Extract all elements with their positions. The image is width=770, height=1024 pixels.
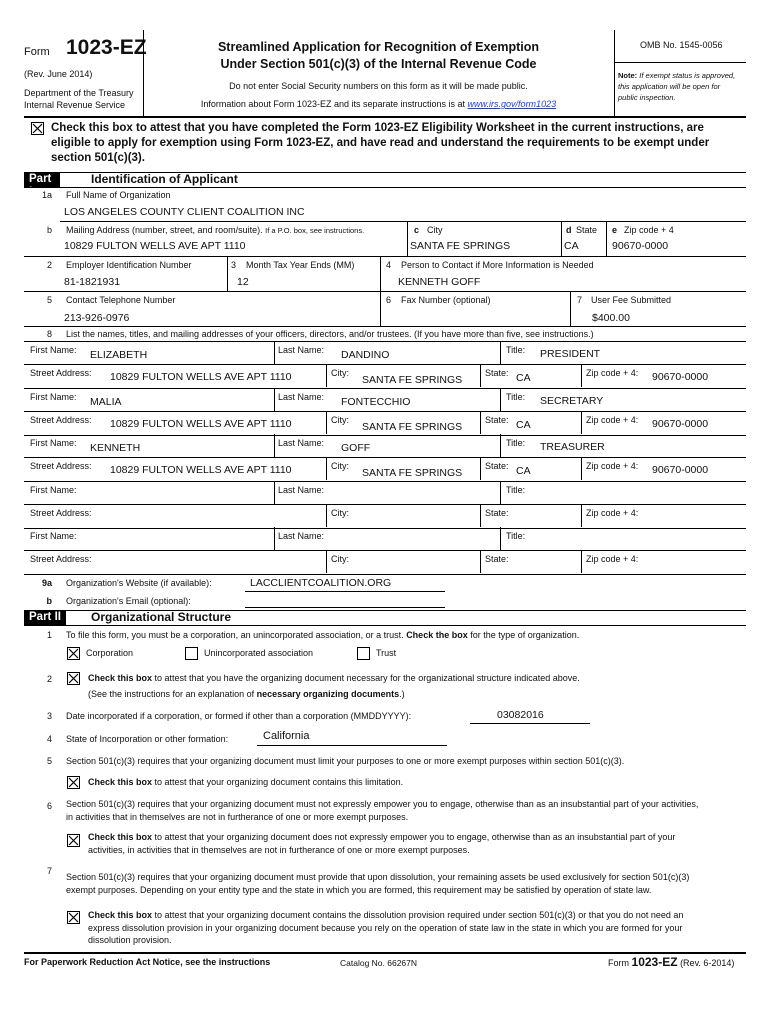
officers-label: List the names, titles, and mailing addresses of your officers, directors, and/or trustees. (If you have more than five, see instructions.) (66, 329, 594, 339)
form-number: 1023-EZ (66, 36, 147, 59)
p2-q7-check (88, 909, 683, 947)
irs-link[interactable]: www.irs.gov/form1023 (467, 99, 557, 109)
note-text-3: public inspection. (618, 93, 676, 102)
part-2-label: Part II (24, 610, 66, 625)
state-label: State (576, 225, 598, 235)
rev-date: (Rev. June 2014) (24, 69, 93, 79)
p2-q3: Date incorporated if a corporation, or formed if other than a corporation (MMDDYYYY): (66, 711, 412, 721)
line-7-num: 7 (577, 295, 583, 305)
street-address-label: Street Address: (30, 414, 92, 425)
zip-field[interactable]: 90670-0000 (612, 240, 669, 252)
state-incorporation-field[interactable]: California (263, 730, 310, 742)
last-name-field[interactable]: DANDINO (341, 349, 390, 361)
p2-line-3-num: 3 (46, 711, 52, 721)
form-title-line1: Streamlined Application for Recognition of Exemption (217, 40, 540, 54)
footer-form-id (608, 955, 734, 969)
catalog-number: Catalog No. 66267N (340, 958, 418, 968)
zip-field[interactable]: 90670-0000 (652, 464, 709, 476)
phone-label: Contact Telephone Number (66, 295, 176, 305)
title-label: Title: (506, 345, 526, 355)
q7-check-line-2: express dissolution provision in your organizing document because you rely on the operation of state law in the state in which you are formed for your (88, 922, 683, 933)
info-line (143, 99, 614, 109)
q7-bold: Check this box (88, 910, 153, 920)
city-label: City: (331, 554, 349, 564)
p2-q5: Section 501(c)(3) requires that your organizing document must limit your purposes to one or more exempt purposes within section 501(c)(3). (66, 756, 625, 766)
zip-letter: e (612, 225, 618, 235)
month-field[interactable]: 12 (237, 276, 249, 288)
state-field[interactable]: CA (516, 465, 531, 477)
zip-label: Zip code + 4 (624, 225, 674, 235)
p2-q6-check (88, 831, 675, 856)
last-name-label: Last Name: (278, 484, 325, 495)
city-field[interactable]: SANTA FE SPRINGS (362, 420, 463, 433)
q6-check-line-2: activities, in activities that in themselves are not in furtherance of one or more exempt purposes. (88, 844, 470, 855)
website-field[interactable]: LACCLIENTCOALITION.ORG (250, 577, 392, 589)
p2-q2 (88, 672, 580, 685)
q6-bold: Check this box (88, 832, 153, 842)
check-x-icon (68, 777, 79, 788)
last-name-label: Last Name: (278, 531, 325, 541)
date-incorporated-field[interactable]: 03082016 (497, 709, 544, 721)
city-label: City (427, 225, 443, 235)
q2-sub-bold: necessary organizing documents (256, 689, 400, 699)
zip-field[interactable]: 90670-0000 (652, 371, 709, 383)
first-name-field[interactable]: MALIA (90, 395, 122, 408)
phone-field[interactable]: 213-926-0976 (64, 312, 130, 324)
q7-check-line-1: to attest that your organizing document contains the dissolution provision required under section 501(c)(3) or that you do not need an (154, 910, 684, 920)
mailing-address-field[interactable]: 10829 FULTON WELLS AVE APT 1110 (64, 240, 246, 252)
street-address-label: Street Address: (30, 461, 92, 471)
zip-label: Zip code + 4: (586, 368, 639, 378)
fee-field[interactable]: $400.00 (592, 312, 630, 324)
contact-label: Person to Contact if More Information is Needed (401, 260, 594, 270)
city-label: City: (331, 368, 349, 378)
ssn-warning: Do not enter Social Security numbers on this form as it will be made public. (229, 81, 528, 91)
p2-line-5-num: 5 (46, 756, 52, 766)
mailing-label-note: If a P.O. box, see instructions. (265, 226, 365, 235)
paperwork-notice: For Paperwork Reduction Act Notice, see the instructions (24, 957, 271, 967)
line-5-num: 5 (46, 295, 52, 305)
city-label: City: (331, 414, 349, 425)
city-label: City: (331, 507, 349, 518)
omb-number: OMB No. 1545-0056 (640, 40, 723, 50)
line-4-num: 4 (386, 260, 392, 270)
last-name-label: Last Name: (278, 345, 325, 355)
fax-label: Fax Number (optional) (401, 295, 491, 305)
trust-checkbox[interactable] (357, 647, 370, 660)
first-name-field[interactable]: KENNETH (90, 442, 141, 454)
q6-check-line-1: to attest that your organizing document does not expressly empower you to engage, otherwise than as an insubstantial part of your (154, 832, 676, 842)
city-field[interactable]: SANTA FE SPRINGS (362, 374, 463, 386)
p2-q1 (66, 629, 579, 642)
q7-line-2: exempt purposes. Depending on your entity type and the state in which you are formed, this requirement may be satisfied by operation of state law. (66, 884, 652, 895)
p2-line-2-num: 2 (46, 674, 52, 684)
org-name-label: Full Name of Organization (66, 190, 171, 200)
q6-line-1: Section 501(c)(3) requires that your organizing document must not expressly empower you to engage, otherwise than as an insubstantial part of your activities, (66, 799, 699, 809)
title-label: Title: (506, 438, 526, 448)
attest-text (51, 121, 709, 166)
zip-label: Zip code + 4: (586, 414, 639, 425)
form-title-line2: Under Section 501(c)(3) of the Internal Revenue Code (220, 57, 537, 71)
first-name-label: First Name: (30, 345, 77, 355)
officer-row (0, 527, 770, 574)
footer-rev: (Rev. 6-2014) (680, 958, 735, 968)
form-word: Form (24, 46, 50, 58)
q1-prefix: To file this form, you must be a corporation, an unincorporated association, or a trust. (66, 630, 404, 640)
ein-field[interactable]: 81-1821931 (64, 276, 121, 288)
mailing-address-label (66, 225, 364, 235)
mailing-label-main: Mailing Address (number, street, and room/suite). (66, 225, 263, 235)
q1-bold: Check the box (406, 630, 468, 640)
title-field[interactable]: SECRETARY (540, 394, 604, 407)
q2-text: to attest that you have the organizing document necessary for the organizational structure indicated above. (154, 673, 580, 683)
officer-row (0, 341, 770, 388)
officer-row (0, 388, 770, 435)
month-label: Month Tax Year Ends (MM) (246, 260, 355, 270)
line-8-num: 8 (46, 329, 52, 339)
state-label: State: (485, 368, 509, 378)
q1-suffix: for the type of organization. (470, 630, 580, 640)
check-x-icon (68, 912, 79, 923)
first-name-label: First Name: (30, 391, 77, 402)
line-6-num: 6 (386, 295, 392, 305)
attest-line-2: eligible to apply for exemption using Form 1023-EZ, and have read and understand the requirements to be exempt under (51, 137, 710, 149)
city-field[interactable]: SANTA FE SPRINGS (362, 467, 463, 479)
street-address-label: Street Address: (30, 368, 92, 378)
note-text-1: If exempt status is approved, (639, 71, 736, 80)
street-address-field[interactable]: 10829 FULTON WELLS AVE APT 1110 (110, 464, 292, 476)
organizing-document-checkbox[interactable] (67, 672, 80, 685)
part-1-title: Identification of Applicant (91, 172, 238, 186)
p2-line-7-num: 7 (46, 866, 52, 876)
email-label: Organization's Email (optional): (66, 596, 191, 606)
q2-sub-prefix: (See the instructions for an explanation of (88, 689, 255, 699)
part-1-label: Part I (24, 172, 60, 187)
p2-q5-check (88, 776, 403, 789)
p2-q4: State of Incorporation or other formation: (66, 734, 229, 744)
title-field[interactable]: PRESIDENT (540, 348, 601, 360)
first-name-field[interactable]: ELIZABETH (90, 349, 148, 361)
zip-label: Zip code + 4: (586, 507, 639, 518)
attest-line-3: section 501(c)(3). (51, 152, 145, 164)
agency: Internal Revenue Service (24, 100, 126, 110)
officer-row (0, 481, 770, 528)
city-field[interactable]: SANTA FE SPRINGS (410, 240, 511, 252)
q5-bold: Check this box (88, 777, 153, 787)
q7-check-line-3: dissolution provision. (88, 935, 172, 945)
state-field[interactable]: CA (564, 240, 579, 252)
q7-line-1: Section 501(c)(3) requires that your organizing document must provide that upon dissolution, your remaining assets be used exclusively for section 501(c)(3) (66, 872, 690, 882)
street-address-field[interactable]: 10829 FULTON WELLS AVE APT 1110 (110, 371, 292, 383)
state-label: State: (485, 554, 509, 564)
title-field[interactable]: TREASURER (540, 441, 605, 453)
state-field[interactable]: CA (516, 418, 531, 431)
title-label: Title: (506, 391, 526, 402)
state-field[interactable]: CA (516, 372, 531, 384)
dissolution-checkbox[interactable] (67, 911, 80, 924)
department: Department of the Treasury (24, 88, 134, 98)
ein-label: Employer Identification Number (66, 260, 192, 270)
p2-q6 (66, 798, 698, 823)
footer-form-number: 1023-EZ (631, 955, 678, 969)
q5-check-text: to attest that your organizing document contains this limitation. (154, 777, 404, 787)
check-x-icon (68, 648, 79, 659)
empower-checkbox[interactable] (67, 834, 80, 847)
last-name-field[interactable]: FONTECCHIO (341, 395, 411, 408)
attest-line-1: Check this box to attest that you have completed the Form 1023-EZ Eligibility Worksheet in the current instructions, are (51, 122, 704, 134)
p2-q7 (66, 871, 689, 896)
zip-label: Zip code + 4: (586, 461, 639, 471)
line-9a-num: 9a (41, 578, 52, 588)
website-label: Organization's Website (if available): (66, 578, 212, 588)
note-text-2: this application will be open for (618, 82, 721, 91)
check-x-icon (32, 123, 43, 134)
org-name-field[interactable]: LOS ANGELES COUNTY CLIENT COALITION INC (64, 206, 305, 218)
street-address-label: Street Address: (30, 507, 92, 518)
city-label: City: (331, 461, 349, 471)
line-9b-num: b (46, 596, 52, 606)
state-letter: d (566, 225, 572, 235)
q2-sub-suffix: .) (399, 689, 405, 699)
unincorporated-label: Unincorporated association (204, 648, 314, 658)
q2-bold: Check this box (88, 673, 153, 683)
purpose-limitation-checkbox[interactable] (67, 776, 80, 789)
title-label: Title: (506, 484, 526, 495)
footer-form-word: Form (608, 958, 629, 968)
eligibility-worksheet-checkbox[interactable] (31, 122, 44, 135)
part-2-title: Organizational Structure (91, 610, 232, 624)
city-letter: c (414, 225, 420, 235)
title-label: Title: (506, 531, 526, 541)
corporation-label: Corporation (86, 648, 134, 658)
fee-label: User Fee Submitted (591, 295, 672, 305)
line-2-num: 2 (46, 260, 52, 270)
q6-line-2: in activities that in themselves are not in furtherance of one or more exempt purposes. (66, 811, 409, 822)
p2-line-1-num: 1 (46, 630, 52, 640)
line-3-num: 3 (231, 260, 237, 270)
zip-label: Zip code + 4: (586, 554, 639, 564)
p2-line-4-num: 4 (46, 734, 52, 744)
officer-row (0, 434, 770, 481)
first-name-label: First Name: (30, 484, 77, 495)
last-name-label: Last Name: (278, 438, 325, 448)
p2-q2-sub (88, 688, 405, 701)
state-label: State: (485, 461, 509, 471)
state-label: State: (485, 507, 509, 518)
last-name-field[interactable]: GOFF (341, 442, 371, 454)
check-x-icon (68, 673, 79, 684)
public-inspection-note (618, 70, 735, 103)
line-1a-num: 1a (41, 190, 52, 200)
unincorporated-checkbox[interactable] (185, 647, 198, 660)
street-address-field[interactable]: 10829 FULTON WELLS AVE APT 1110 (110, 417, 292, 430)
contact-field[interactable]: KENNETH GOFF (398, 276, 481, 288)
zip-field[interactable]: 90670-0000 (652, 417, 709, 430)
check-x-icon (68, 835, 79, 846)
first-name-label: First Name: (30, 531, 77, 541)
state-label: State: (485, 414, 509, 425)
last-name-label: Last Name: (278, 391, 325, 402)
note-label: Note: (618, 71, 638, 80)
info-prefix: Information about Form 1023-EZ and its separate instructions is at (200, 99, 466, 109)
p2-line-6-num: 6 (46, 801, 52, 811)
street-address-label: Street Address: (30, 554, 92, 564)
first-name-label: First Name: (30, 438, 77, 448)
line-1b-num: b (46, 225, 52, 235)
trust-label: Trust (376, 648, 397, 658)
corporation-checkbox[interactable] (67, 647, 80, 660)
